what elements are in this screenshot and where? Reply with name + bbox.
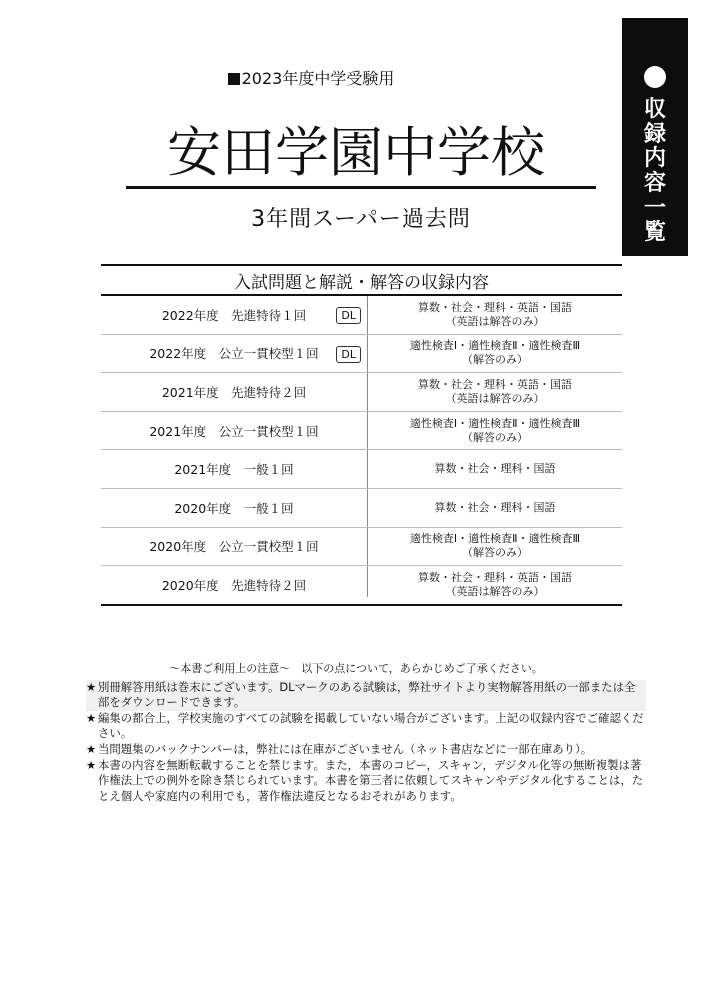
table-row	[101, 450, 622, 489]
subjects-text: 算数・社会・理科・国語	[434, 500, 556, 514]
exam-label: 2020年度 一般１回	[174, 500, 294, 516]
banner-char: 一	[643, 195, 666, 221]
table-row	[101, 566, 622, 606]
table-row	[101, 373, 622, 412]
title-underline	[126, 186, 596, 189]
note-text: 本書の内容を無断転載することを禁じます。また，本書のコピー，スキャン，デジタル化等の無断複製は著作権法上での例外を除き禁じられています。本書を第三者に依頼してスキャンやデジタル化することは，たとえ個人や家庭内の利用でも，著作権法違反となるおそれがあります。	[98, 757, 644, 803]
subjects-cell	[368, 373, 622, 411]
exam-label: 2022年度 先進特待１回	[161, 307, 307, 323]
exam-label: 2020年度 公立一貫校型１回	[149, 539, 319, 555]
exam-label-cell	[101, 566, 367, 604]
exam-label: 2021年度 先進特待２回	[161, 384, 307, 400]
notes-list	[86, 680, 646, 805]
banner-char: 容	[643, 170, 666, 196]
subjects-text: 算数・社会・理科・英語・国語	[418, 570, 572, 584]
table-rows	[101, 296, 622, 606]
banner-char: 覧	[643, 220, 666, 246]
star-bullet-icon: ★	[86, 741, 97, 756]
exam-label-cell	[101, 412, 367, 450]
subjects-cell	[368, 450, 622, 488]
subjects-note: （解答のみ）	[462, 430, 528, 444]
note-item	[86, 711, 646, 742]
star-bullet-icon: ★	[86, 757, 97, 772]
exam-label: 2021年度 一般１回	[174, 462, 294, 478]
subjects-cell	[368, 489, 622, 527]
school-title: 安田学園中学校	[167, 121, 545, 184]
exam-label: 2020年度 先進特待２回	[161, 577, 307, 593]
square-bullet-icon	[228, 73, 240, 85]
note-item	[86, 680, 646, 711]
subjects-text: 適性検査Ⅰ・適性検査Ⅱ・適性検査Ⅲ	[409, 339, 581, 353]
subjects-text: 算数・社会・理科・英語・国語	[418, 300, 572, 314]
note-text: 別冊解答用紙は巻末にございます。DLマークのある試験は，弊社サイトより実物解答用紙の一部または全部をダウンロードできます。	[98, 679, 636, 710]
subjects-note: （解答のみ）	[462, 353, 528, 367]
kicker-text: 2023年度中学受験用	[241, 69, 395, 88]
subjects-text: 算数・社会・理科・国語	[434, 462, 556, 476]
subjects-note: （英語は解答のみ）	[445, 314, 545, 328]
subjects-cell	[368, 296, 622, 334]
star-bullet-icon: ★	[86, 679, 97, 694]
subjects-note: （英語は解答のみ）	[445, 584, 545, 598]
table-row	[101, 335, 622, 374]
subjects-cell	[368, 412, 622, 450]
banner-char: 録	[643, 121, 666, 147]
subjects-cell	[368, 528, 622, 566]
banner-char: 収	[643, 97, 666, 122]
note-text: 当問題集のバックナンバーは，弊社には在庫がございません（ネット書店などに一部在庫あり）。	[98, 741, 593, 756]
subjects-text: 算数・社会・理科・英語・国語	[418, 377, 572, 391]
table-top-rule	[101, 264, 622, 266]
bullet-dot-icon	[644, 66, 666, 88]
exam-label-cell	[101, 450, 367, 488]
subjects-text: 適性検査Ⅰ・適性検査Ⅱ・適性検査Ⅲ	[409, 416, 581, 430]
usage-notes	[86, 661, 646, 804]
exam-label-cell	[101, 489, 367, 527]
subjects-cell	[368, 335, 622, 373]
table-row	[101, 296, 622, 335]
exam-label: 2021年度 公立一貫校型１回	[149, 423, 319, 439]
exam-label-cell	[101, 373, 367, 411]
note-item	[86, 758, 646, 805]
notes-heading: ～本書ご利用上の注意～ 以下の点について，あらかじめご了承ください。	[169, 662, 543, 675]
star-bullet-icon: ★	[86, 710, 97, 725]
subjects-note: （解答のみ）	[462, 546, 528, 560]
dl-badge: DL	[336, 307, 361, 324]
table-heading: 入試問題と解説・解答の収録内容	[234, 273, 489, 293]
exam-label-cell	[101, 528, 367, 566]
exam-label-cell	[101, 296, 367, 334]
edition-kicker	[0, 66, 622, 89]
table-row	[101, 489, 622, 528]
table-row	[101, 412, 622, 451]
subjects-text: 適性検査Ⅰ・適性検査Ⅱ・適性検査Ⅲ	[409, 532, 581, 546]
table-row	[101, 528, 622, 567]
subjects-note: （英語は解答のみ）	[445, 391, 545, 405]
banner-char: 内	[643, 146, 666, 172]
exam-label-cell	[101, 335, 367, 373]
dl-badge: DL	[336, 346, 361, 363]
subjects-cell	[368, 566, 622, 604]
exam-label: 2022年度 公立一貫校型１回	[149, 346, 319, 362]
book-subtitle: 3年間スーパー過去問	[251, 207, 471, 232]
note-text: 編集の都合上，学校実施のすべての試験を掲載していない場合がございます。上記の収録内容でご確認ください。	[98, 710, 644, 741]
note-item	[86, 742, 646, 758]
